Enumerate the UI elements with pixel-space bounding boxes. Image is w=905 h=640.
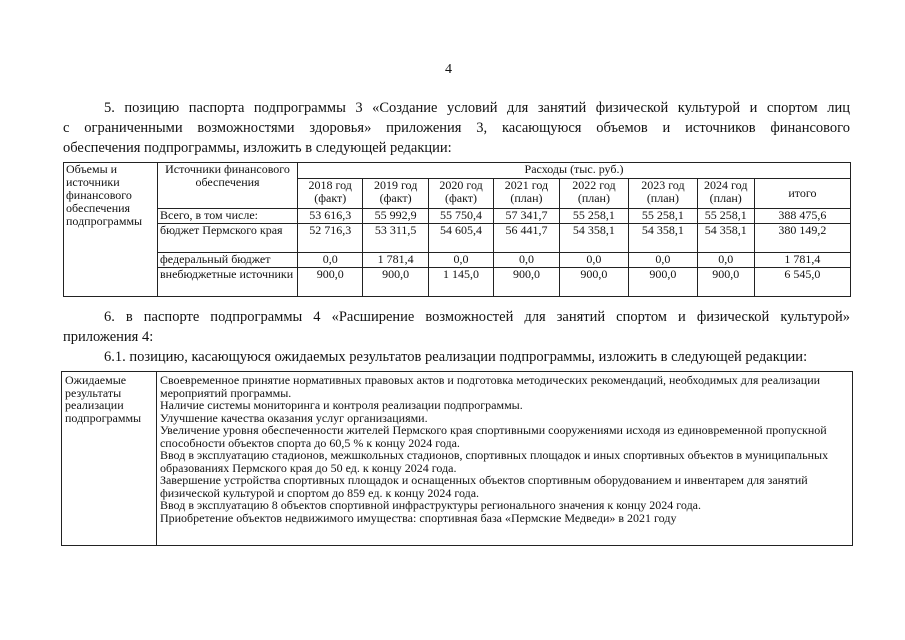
value-cell: 0,0 (697, 253, 754, 268)
value-cell: 6 545,0 (754, 268, 850, 297)
result-item: Наличие системы мониторинга и контроля реализации подпрограммы. (159, 398, 523, 412)
result-item: Увеличение уровня обеспеченности жителей Пермского края спортивными сооружениями исходя из единовременной пропускной способности объектов спорта до 60,5 % к концу 2024 года. (159, 423, 827, 450)
value-cell: 380 149,2 (754, 224, 850, 253)
result-item: Ввод в эксплуатацию стадионов, межшкольных стадионов, спортивных площадок и иных спортивных объектов в муниципальных образованиях Пермского края до 50 ед. к концу 2024 года. (159, 448, 829, 475)
item5-text-line2: с ограниченными возможностями здоровья» приложения 3, касающуюся объемов и источников финансового (63, 120, 850, 136)
col-header: итого (754, 179, 850, 209)
item5-text-line1: 5. позицию паспорта подпрограммы 3 «Создание условий для занятий физической культурой и спортом лиц (104, 100, 850, 116)
value-cell: 1 145,0 (428, 268, 493, 297)
col-header: 2021 год (план) (494, 179, 559, 209)
value-cell: 0,0 (428, 253, 493, 268)
results-list (156, 372, 852, 546)
col-header: 2019 год (факт) (363, 179, 428, 209)
page-number: 4 (445, 62, 452, 77)
value-cell: 388 475,6 (754, 209, 850, 224)
result-item: Ввод в эксплуатацию 8 объектов спортивной инфраструктуры регионального значения к концу 2024 года. (159, 498, 701, 512)
value-cell: 55 258,1 (629, 209, 697, 224)
results-label: Ожидаемые результаты реализации подпрограммы (62, 372, 157, 546)
item6-text-line1: 6. в паспорте подпрограммы 4 «Расширение возможностей для занятий спортом и физической культурой» (104, 309, 850, 325)
value-cell: 53 311,5 (363, 224, 428, 253)
value-cell: 900,0 (494, 268, 559, 297)
value-cell: 900,0 (697, 268, 754, 297)
col-header: 2024 год (план) (697, 179, 754, 209)
value-cell: 0,0 (494, 253, 559, 268)
col-header: 2020 год (факт) (428, 179, 493, 209)
value-cell: 0,0 (629, 253, 697, 268)
table-row (64, 224, 851, 253)
value-cell: 54 358,1 (697, 224, 754, 253)
item6-line1 (104, 307, 850, 327)
value-cell: 0,0 (298, 253, 363, 268)
value-cell: 900,0 (363, 268, 428, 297)
source-cell: бюджет Пермского края (158, 224, 298, 253)
finance-row-header: Объемы и источники финансового обеспечения подпрограммы (64, 163, 158, 297)
table-row (64, 268, 851, 297)
result-item: Завершение устройства спортивных площадок и оснащенных объектов спортивным оборудованием и инвентарем для занятий физической культурой и спортом до 859 ед. к концу 2024 года. (159, 473, 808, 500)
col-header: 2018 год (факт) (298, 179, 363, 209)
value-cell: 900,0 (559, 268, 629, 297)
value-cell: 56 441,7 (494, 224, 559, 253)
value-cell: 1 781,4 (754, 253, 850, 268)
table-row (64, 209, 851, 224)
value-cell: 52 716,3 (298, 224, 363, 253)
source-cell: внебюджетные источники (158, 268, 298, 297)
value-cell: 54 358,1 (629, 224, 697, 253)
value-cell: 55 750,4 (428, 209, 493, 224)
item5-line3: обеспечения подпрограммы, изложить в следующей редакции: (63, 140, 452, 156)
value-cell: 57 341,7 (494, 209, 559, 224)
col-header: 2022 год (план) (559, 179, 629, 209)
source-cell: Всего, в том числе: (158, 209, 298, 224)
value-cell: 900,0 (298, 268, 363, 297)
expenses-header: Расходы (тыс. руб.) (298, 163, 851, 179)
value-cell: 55 258,1 (559, 209, 629, 224)
value-cell: 54 605,4 (428, 224, 493, 253)
value-cell: 54 358,1 (559, 224, 629, 253)
result-item: Приобретение объектов недвижимого имущества: спортивная база «Пермские Медведи» в 2021 году (159, 510, 677, 525)
table-row (64, 253, 851, 268)
value-cell: 55 258,1 (697, 209, 754, 224)
item6-sub1: 6.1. позицию, касающуюся ожидаемых результатов реализации подпрограммы, изложить в следующей редакции: (104, 349, 808, 365)
value-cell: 0,0 (559, 253, 629, 268)
value-cell: 900,0 (629, 268, 697, 297)
value-cell: 55 992,9 (363, 209, 428, 224)
sources-header: Источники финансового обеспечения (158, 163, 298, 209)
value-cell: 53 616,3 (298, 209, 363, 224)
value-cell: 1 781,4 (363, 253, 428, 268)
col-header: 2023 год (план) (629, 179, 697, 209)
item5-line1 (104, 98, 850, 118)
source-cell: федеральный бюджет (158, 253, 298, 268)
results-table (61, 371, 853, 546)
result-item: Своевременное принятие нормативных правовых актов и подготовка методических рекомендаций, необходимых для реализации мероприятий программы. (159, 373, 821, 400)
finance-table (63, 162, 851, 297)
item5-line2 (63, 118, 850, 138)
result-item: Улучшение качества оказания услуг организациями. (159, 410, 428, 425)
item6-line2: приложения 4: (63, 329, 154, 345)
